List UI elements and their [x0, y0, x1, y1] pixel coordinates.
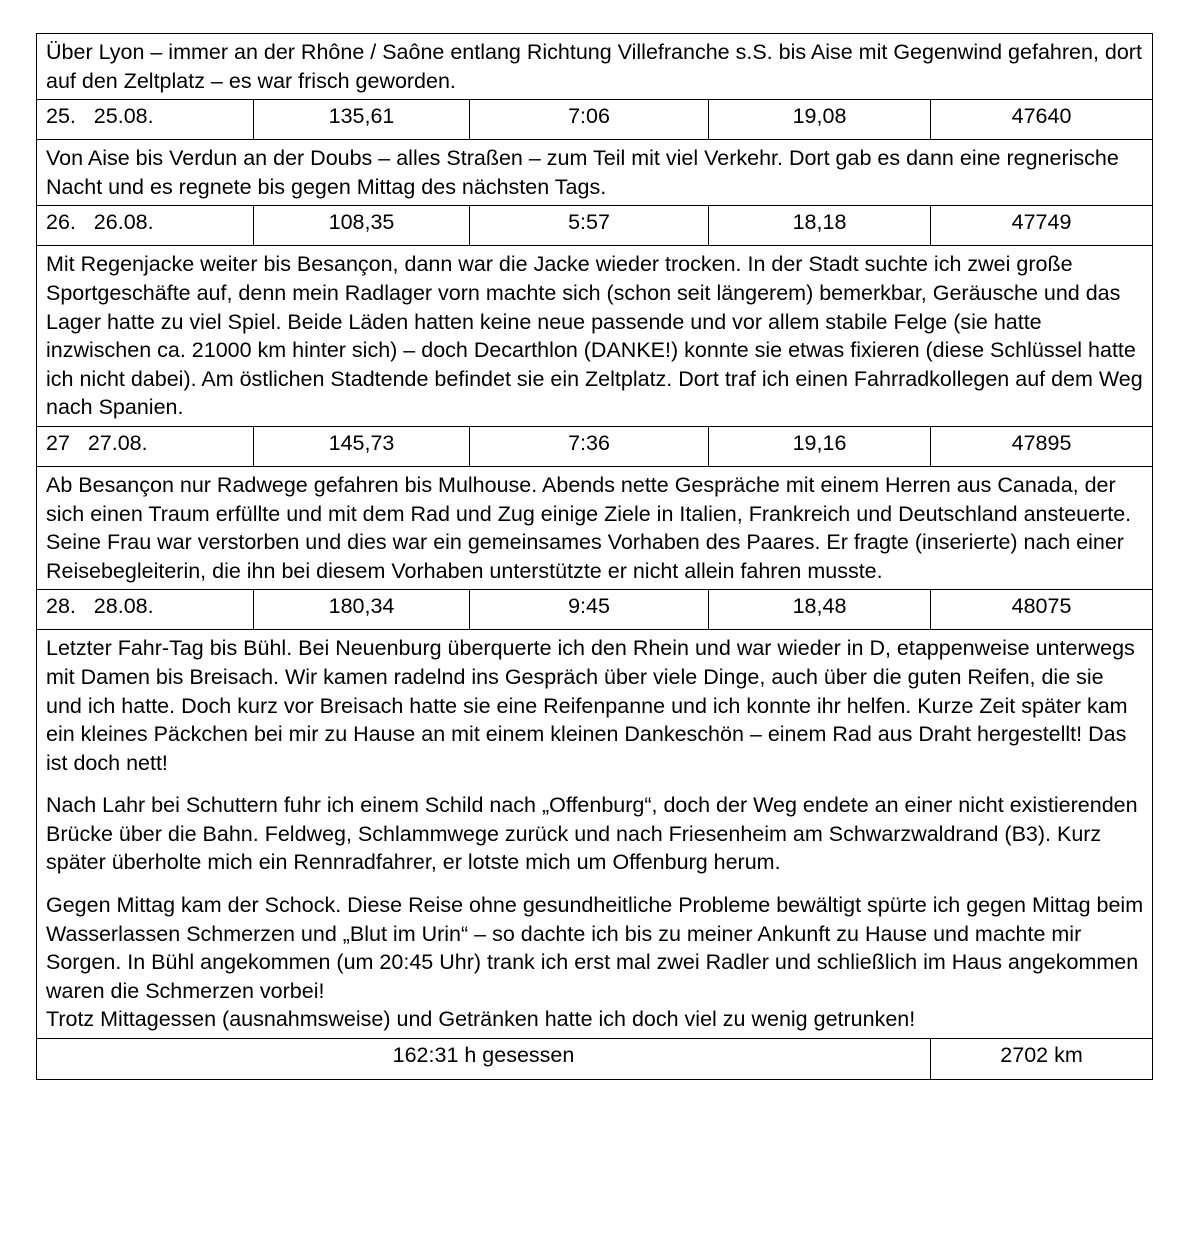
notes-paragraph: Letzter Fahr-Tag bis Bühl. Bei Neuenburg überquerte ich den Rhein und war wieder in D, etappenweise unterwegs mit Damen bis Breisach. Wir kamen radelnd ins Gespräch über viele Dinge, auch über die guten Reifen, die sie und ich hatte. Doch kurz vor Breisach hatte sie eine Reifenpanne und ich konnte ihr helfen. Kurze Zeit später kam ein kleines Päckchen bei mir zu Hause an mit einem kleinen Dankeschön – einem Rad aus Draht hergestellt! Das ist doch nett!	[46, 636, 1135, 775]
stats-row-day-25	[37, 100, 1153, 140]
stats-row-day-26	[37, 206, 1153, 246]
odometer: 48075	[931, 590, 1153, 630]
ride-time: 7:36	[470, 426, 709, 466]
notes-paragraph: Gegen Mittag kam der Schock. Diese Reise ohne gesundheitliche Probleme bewältigt spürte ich gegen Mittag beim Wasserlassen Schmerzen und „Blut im Urin“ – so dachte ich bis zu meiner Ankunft zu Hause und machte mir Sorgen. In Bühl angekommen (um 20:45 Uhr) trank ich erst mal zwei Radler und schließlich im Haus angekommen waren die Schmerzen vorbei! Trotz Mittagessen (ausnahmsweise) und Getränken hatte ich doch viel zu wenig getrunken!	[46, 893, 1144, 1032]
distance-km: 108,35	[254, 206, 470, 246]
ride-time: 9:45	[470, 590, 709, 630]
day-notes	[37, 466, 1153, 589]
notes-row-day-25	[37, 140, 1153, 206]
stats-row-day-27	[37, 426, 1153, 466]
average-speed: 18,48	[709, 590, 931, 630]
intro-text: Über Lyon – immer an der Rhône / Saône entlang Richtung Villefranche s.S. bis Aise mit Gegenwind gefahren, dort auf den Zeltplatz – es war frisch geworden.	[37, 34, 1153, 100]
notes-row-day-28	[37, 630, 1153, 1039]
day-notes	[37, 246, 1153, 427]
day-date: 26. 26.08.	[37, 206, 254, 246]
average-speed: 19,08	[709, 100, 931, 140]
ride-time: 7:06	[470, 100, 709, 140]
total-hours: 162:31 h gesessen	[37, 1039, 931, 1080]
distance-km: 180,34	[254, 590, 470, 630]
notes-paragraph: Nach Lahr bei Schuttern fuhr ich einem Schild nach „Offenburg“, doch der Weg endete an einer nicht existierenden Brücke über die Bahn. Feldweg, Schlammwege zurück und nach Friesenheim am Schwarzwaldrand (B3). Kurz später überholte mich ein Rennradfahrer, er lotste mich um Offenburg herum.	[46, 793, 1138, 875]
intro-row	[37, 34, 1153, 100]
total-distance: 2702 km	[931, 1039, 1153, 1080]
odometer: 47640	[931, 100, 1153, 140]
stats-row-day-28	[37, 590, 1153, 630]
distance-km: 145,73	[254, 426, 470, 466]
notes-row-day-27	[37, 466, 1153, 589]
average-speed: 19,16	[709, 426, 931, 466]
notes-paragraph: Ab Besançon nur Radwege gefahren bis Mulhouse. Abends nette Gespräche mit einem Herren aus Canada, der sich einen Traum erfüllte und mit dem Rad und Zug einige Ziele in Italien, Frankreich und Deutschland ansteuerte. Seine Frau war verstorben und dies war ein gemeinsames Vorhaben des Paares. Er fragte (inserierte) nach einer Reisebegleiterin, die ihn bei diesem Vorhaben unterstützte er nicht allein fahren musste.	[46, 472, 1132, 583]
notes-paragraph: Von Aise bis Verdun an der Doubs – alles Straßen – zum Teil mit viel Verkehr. Dort gab es dann eine regnerische Nacht und es regnete bis gegen Mittag des nächsten Tags.	[46, 146, 1119, 199]
day-date: 27 27.08.	[37, 426, 254, 466]
day-notes	[37, 140, 1153, 206]
average-speed: 18,18	[709, 206, 931, 246]
notes-paragraph: Mit Regenjacke weiter bis Besançon, dann war die Jacke wieder trocken. In der Stadt suchte ich zwei große Sportgeschäfte auf, denn mein Radlager vorn machte sich (schon seit längerem) bemerkbar, Geräusche und das Lager hatte zu viel Spiel. Beide Läden hatten keine neue passende und vor allem stabile Felge (sie hatte inzwischen ca. 21000 km hinter sich) – doch Decarthlon (DANKE!) konnte sie etwas fixieren (diese Schlüssel hatte ich nicht dabei). Am östlichen Stadtende befindet sie ein Zeltplatz. Dort traf ich einen Fahrradkollegen auf dem Weg nach Spanien.	[46, 252, 1143, 420]
day-date: 28. 28.08.	[37, 590, 254, 630]
total-row	[37, 1039, 1153, 1080]
notes-row-day-26	[37, 246, 1153, 427]
odometer: 47895	[931, 426, 1153, 466]
distance-km: 135,61	[254, 100, 470, 140]
odometer: 47749	[931, 206, 1153, 246]
ride-time: 5:57	[470, 206, 709, 246]
day-notes	[37, 630, 1153, 1039]
day-date: 25. 25.08.	[37, 100, 254, 140]
travel-log-table	[36, 33, 1153, 1080]
